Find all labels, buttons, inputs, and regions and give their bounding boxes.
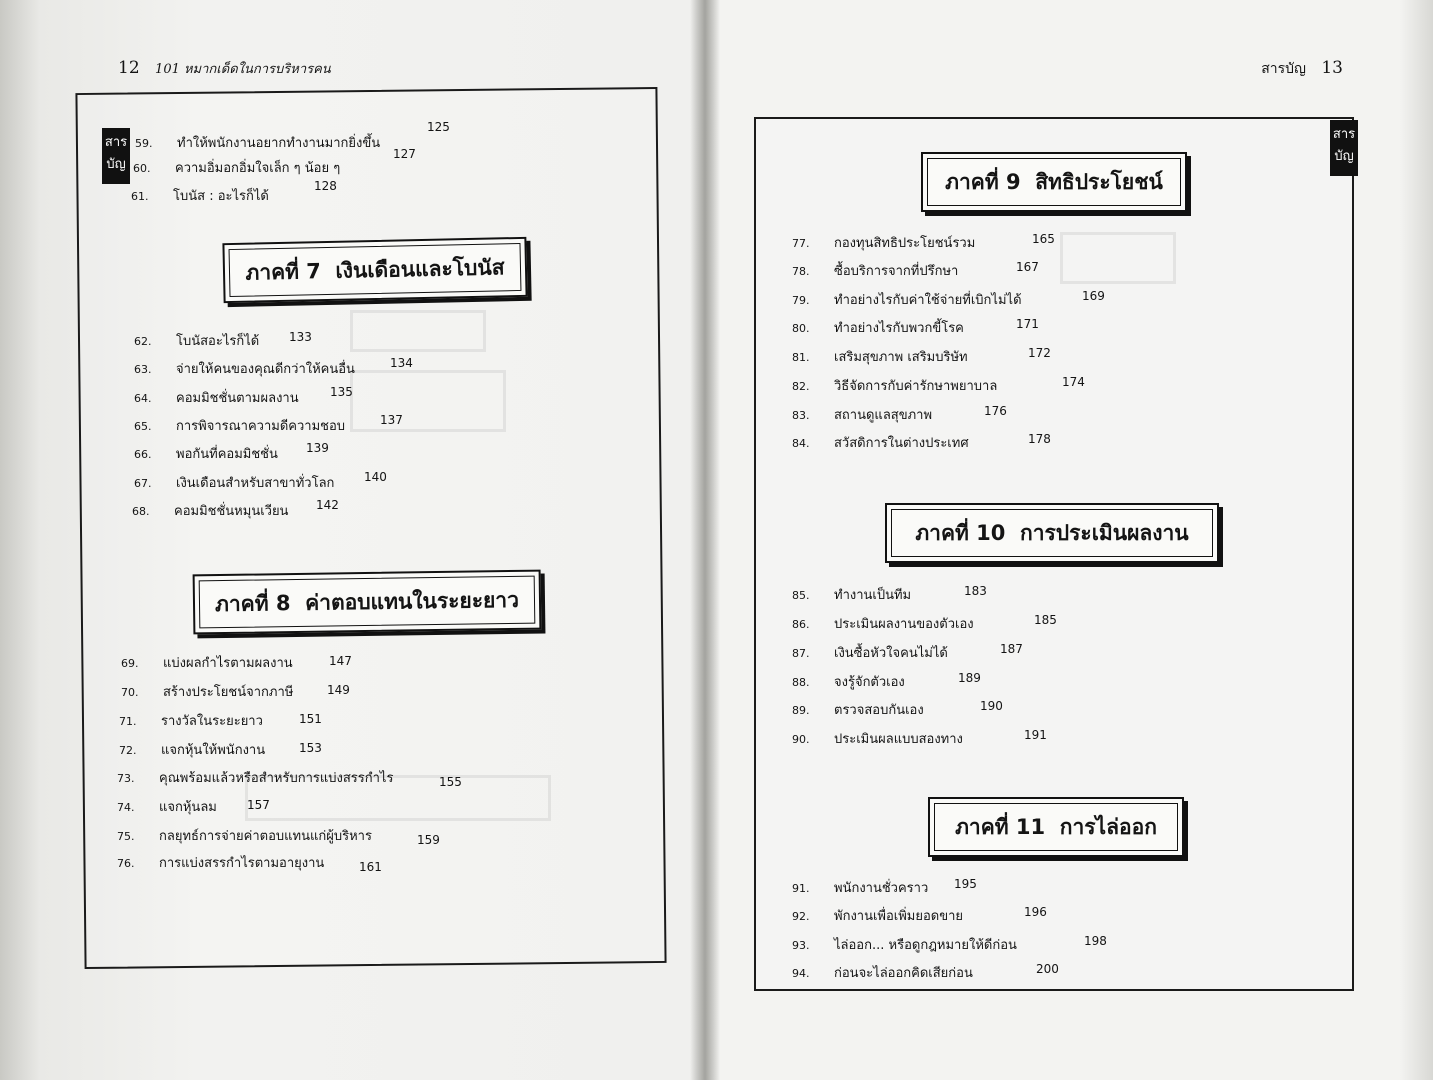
- toc-entry: [134, 356, 413, 379]
- entry-number: 86.: [792, 618, 810, 631]
- section-title: สิทธิประโยชน์: [1035, 169, 1163, 194]
- entry-page: 134: [390, 356, 413, 370]
- toc-entry: [792, 905, 1047, 926]
- entry-title: พนักงานชั่วคราว: [834, 881, 929, 896]
- toc-entry: [792, 613, 1057, 634]
- entry-title: กองทุนสิทธิประโยชน์รวม: [834, 236, 976, 251]
- entry-number: 78.: [792, 265, 810, 278]
- entry-page: 200: [1036, 962, 1059, 976]
- entry-page: 151: [299, 712, 322, 726]
- entry-page: 142: [316, 498, 339, 512]
- tab-line: บัญ: [106, 157, 126, 172]
- entry-title: แบ่งผลกำไรตามผลงาน: [163, 656, 293, 671]
- entry-page: 174: [1062, 375, 1085, 389]
- entry-page: 161: [359, 860, 382, 874]
- entry-page: 185: [1034, 613, 1057, 627]
- toc-entry: [117, 825, 440, 847]
- entry-page: 176: [984, 404, 1007, 418]
- tab-line: สาร: [1332, 127, 1356, 142]
- entry-title: สวัสดิการในต่างประเทศ: [834, 436, 969, 451]
- entry-number: 65.: [134, 420, 152, 433]
- entry-number: 93.: [792, 939, 810, 952]
- entry-page: 133: [289, 330, 312, 344]
- tab-line: บัญ: [1334, 149, 1354, 164]
- entry-title: ประเมินผลแบบสองทาง: [834, 732, 963, 747]
- entry-page: 165: [1032, 232, 1055, 246]
- entry-title: จงรู้จักตัวเอง: [834, 675, 905, 690]
- left-page-number: 12: [118, 58, 140, 78]
- entry-number: 88.: [792, 676, 810, 689]
- entry-title: กลยุทธ์การจ่ายค่าตอบแทนแก่ผู้บริหาร: [159, 829, 372, 844]
- entry-page: 155: [439, 775, 462, 789]
- section-9-heading: [921, 152, 1187, 212]
- entry-number: 66.: [134, 448, 152, 461]
- toc-entry: [792, 404, 1007, 425]
- entry-page: 195: [954, 877, 977, 891]
- entry-page: 147: [329, 654, 352, 668]
- section-10-heading: [885, 503, 1219, 563]
- entry-number: 73.: [117, 772, 135, 785]
- entry-page: 190: [980, 699, 1003, 713]
- entry-title: สถานดูแลสุขภาพ: [834, 408, 933, 423]
- toc-entry: [135, 120, 450, 153]
- entry-page: 128: [314, 179, 337, 193]
- entry-title: ทำอย่างไรกับค่าใช้จ่ายที่เบิกไม่ได้: [834, 293, 1022, 308]
- entry-page: 137: [380, 413, 403, 427]
- entry-title: โบนัสอะไรก็ได้: [176, 334, 260, 349]
- toc-entry: [792, 260, 1039, 281]
- entry-title: ทำอย่างไรกับพวกขี้โรค: [834, 321, 964, 336]
- entry-title: โบนัส : อะไรก็ได้: [173, 189, 269, 204]
- toc-entry: [792, 584, 987, 605]
- entry-page: 157: [247, 798, 270, 812]
- entry-page: 196: [1024, 905, 1047, 919]
- section-label: ภาคที่ 8: [214, 590, 291, 616]
- entry-page: 149: [327, 683, 350, 697]
- entry-number: 84.: [792, 437, 810, 450]
- entry-number: 91.: [792, 882, 810, 895]
- toc-entry: [792, 671, 981, 692]
- entry-number: 69.: [121, 657, 139, 670]
- left-contents-tab: [102, 128, 130, 184]
- entry-number: 60.: [133, 162, 151, 175]
- section-label: ภาคที่ 7: [245, 258, 322, 285]
- entry-number: 59.: [135, 137, 153, 150]
- toc-entry: [792, 962, 1059, 983]
- toc-entry: [134, 470, 387, 493]
- entry-number: 62.: [134, 335, 152, 348]
- entry-title: สร้างประโยชน์จากภาษี: [163, 685, 294, 700]
- running-label: สารบัญ: [1261, 61, 1306, 77]
- entry-number: 77.: [792, 237, 810, 250]
- entry-page: 140: [364, 470, 387, 484]
- left-running-head: [118, 58, 331, 79]
- entry-title: ตรวจสอบกันเอง: [834, 703, 924, 718]
- right-page-number: 13: [1321, 58, 1343, 78]
- entry-page: 178: [1028, 432, 1051, 446]
- right-running-head: [1261, 58, 1343, 80]
- toc-entry: [792, 432, 1051, 453]
- toc-entry: [792, 699, 1003, 720]
- entry-number: 87.: [792, 647, 810, 660]
- toc-entry: [131, 179, 337, 206]
- entry-number: 90.: [792, 733, 810, 746]
- section-title: การประเมินผลงาน: [1020, 520, 1189, 545]
- toc-entry: [132, 498, 339, 521]
- gutter-shadow: [690, 0, 720, 1080]
- entry-page: 169: [1082, 289, 1105, 303]
- entry-number: 79.: [792, 294, 810, 307]
- entry-title: วิธีจัดการกับค่ารักษาพยาบาล: [834, 379, 998, 394]
- toc-entry: [134, 413, 403, 436]
- entry-title: การพิจารณาความดีความชอบ: [176, 419, 346, 434]
- toc-entry: [792, 375, 1085, 396]
- entry-page: 187: [1000, 642, 1023, 656]
- entry-title: เงินซื้อหัวใจคนไม่ได้: [834, 646, 948, 661]
- entry-title: ทำให้พนักงานอยากทำงานมากยิ่งขึ้น: [177, 136, 381, 151]
- entry-page: 183: [964, 584, 987, 598]
- entry-number: 83.: [792, 409, 810, 422]
- entry-number: 61.: [131, 190, 149, 203]
- toc-entry: [121, 652, 352, 673]
- toc-entry: [792, 289, 1105, 310]
- section-title: ค่าตอบแทนในระยะยาว: [304, 587, 520, 615]
- entry-number: 80.: [792, 322, 810, 335]
- toc-entry: [792, 346, 1051, 367]
- toc-entry: [121, 681, 350, 702]
- toc-entry: [119, 710, 322, 731]
- entry-page: 127: [393, 147, 416, 161]
- toc-entry: [792, 317, 1039, 338]
- entry-title: จ่ายให้คนของคุณดีกว่าให้คนอื่น: [176, 362, 355, 377]
- toc-entry: [119, 739, 322, 760]
- entry-number: 72.: [119, 744, 137, 757]
- entry-page: 189: [958, 671, 981, 685]
- entry-title: ก่อนจะไล่ออกคิดเสียก่อน: [834, 966, 973, 981]
- entry-title: แจกหุ้นให้พนักงาน: [161, 743, 266, 758]
- entry-page: 171: [1016, 317, 1039, 331]
- entry-page: 198: [1084, 934, 1107, 948]
- entry-page: 125: [427, 120, 450, 134]
- toc-entry: [792, 642, 1023, 663]
- entry-page: 167: [1016, 260, 1039, 274]
- right-contents-tab: [1330, 120, 1358, 176]
- section-8-heading: [193, 570, 542, 635]
- entry-title: คุณพร้อมแล้วหรือสำหรับการแบ่งสรรกำไร: [159, 771, 394, 786]
- book-title: 101 หมากเด็ดในการบริหารคน: [155, 62, 331, 77]
- toc-entry: [133, 147, 416, 178]
- toc-entry: [134, 441, 329, 464]
- toc-entry: [792, 877, 977, 898]
- toc-entry: [792, 934, 1107, 955]
- entry-title: พอกันที่คอมมิชชั่น: [176, 447, 278, 462]
- toc-entry: [117, 796, 270, 817]
- entry-number: 81.: [792, 351, 810, 364]
- section-label: ภาคที่ 10: [915, 520, 1006, 545]
- entry-title: คอมมิชชั่นหมุนเวียน: [174, 504, 289, 519]
- toc-entry: [792, 232, 1055, 253]
- entry-number: 68.: [132, 505, 150, 518]
- entry-number: 70.: [121, 686, 139, 699]
- entry-page: 153: [299, 741, 322, 755]
- toc-entry: [134, 330, 312, 351]
- entry-page: 191: [1024, 728, 1047, 742]
- entry-number: 82.: [792, 380, 810, 393]
- toc-entry: [792, 728, 1047, 749]
- section-label: ภาคที่ 9: [945, 169, 1021, 194]
- entry-title: ไล่ออก... หรือดูกฎหมายให้ดีก่อน: [834, 938, 1017, 953]
- toc-entry: [117, 852, 382, 874]
- entry-number: 75.: [117, 830, 135, 843]
- entry-title: เงินเดือนสำหรับสาขาทั่วโลก: [176, 476, 335, 491]
- entry-title: คอมมิชชั่นตามผลงาน: [176, 391, 299, 406]
- entry-number: 89.: [792, 704, 810, 717]
- entry-page: 135: [330, 385, 353, 399]
- entry-title: ความอิ่มอกอิ่มใจเล็ก ๆ น้อย ๆ: [175, 161, 341, 176]
- entry-page: 159: [417, 833, 440, 847]
- entry-title: พักงานเพื่อเพิ่มยอดขาย: [834, 909, 964, 924]
- entry-number: 74.: [117, 801, 135, 814]
- entry-number: 94.: [792, 967, 810, 980]
- entry-title: ทำงานเป็นทีม: [834, 588, 912, 603]
- section-7-heading: [222, 237, 527, 303]
- section-11-heading: [928, 797, 1184, 857]
- entry-number: 92.: [792, 910, 810, 923]
- entry-title: รางวัลในระยะยาว: [161, 714, 263, 729]
- toc-entry: [134, 385, 353, 408]
- entry-number: 85.: [792, 589, 810, 602]
- entry-title: เสริมสุขภาพ เสริมบริษัท: [834, 350, 968, 365]
- entry-title: แจกหุ้นลม: [159, 800, 217, 815]
- entry-number: 76.: [117, 857, 135, 870]
- toc-entry: [117, 767, 462, 789]
- tab-line: สาร: [104, 135, 128, 150]
- section-label: ภาคที่ 11: [955, 814, 1046, 839]
- section-title: การไล่ออก: [1059, 814, 1157, 839]
- entry-number: 67.: [134, 477, 152, 490]
- entry-number: 63.: [134, 363, 152, 376]
- entry-page: 172: [1028, 346, 1051, 360]
- section-title: เงินเดือนและโบนัส: [335, 254, 505, 283]
- entry-page: 139: [306, 441, 329, 455]
- entry-title: การแบ่งสรรกำไรตามอายุงาน: [159, 856, 325, 871]
- entry-number: 71.: [119, 715, 137, 728]
- entry-number: 64.: [134, 392, 152, 405]
- entry-title: ประเมินผลงานของตัวเอง: [834, 617, 974, 632]
- entry-title: ซื้อบริการจากที่ปรึกษา: [834, 264, 959, 279]
